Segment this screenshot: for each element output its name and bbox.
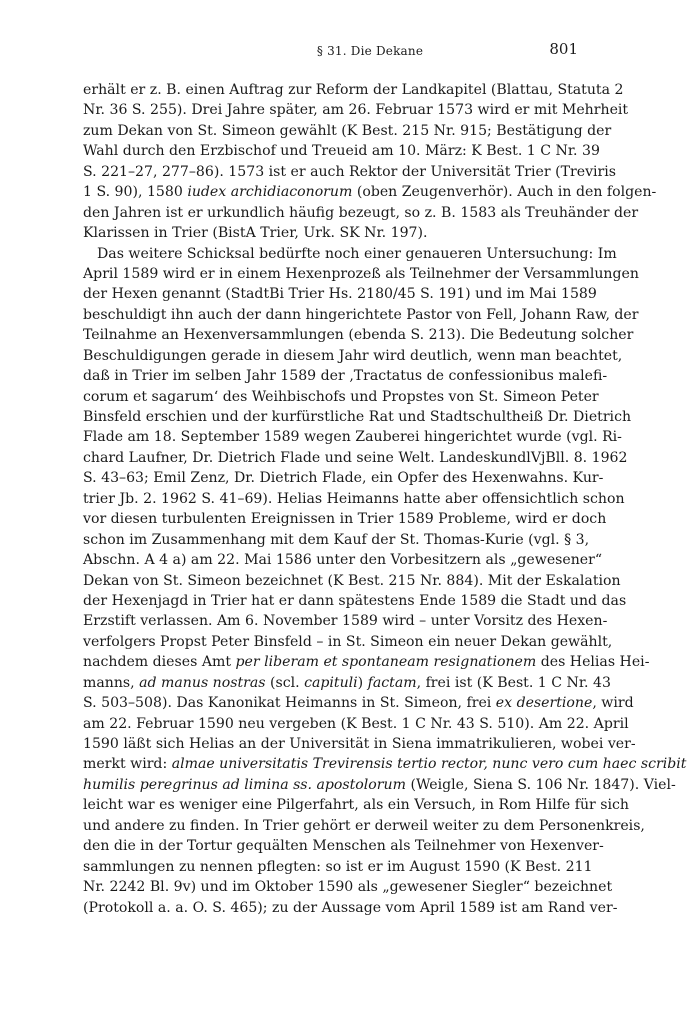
- text-line: daß in Trier im selben Jahr 1589 der ‚Tractatus de confessionibus malefi-: [83, 368, 608, 385]
- text-line: verfolgers Propst Peter Binsfeld – in St. Simeon ein neuer Dekan gewählt,: [83, 633, 613, 650]
- text-line: Dekan von St. Simeon bezeichnet (K Best. 215 Nr. 884). Mit der Eskalation: [83, 572, 621, 589]
- text-line: 1 S. 90), 1580 iudex archidiaconorum (oben Zeugenverhör). Auch in den folgen-: [83, 184, 657, 201]
- text-line: chard Laufner, Dr. Dietrich Flade und seine Welt. LandeskundlVjBll. 8. 1962: [83, 449, 628, 466]
- text-line: der Hexenjagd in Trier hat er dann spätestens Ende 1589 die Stadt und das: [83, 592, 627, 609]
- page-number: 801: [549, 40, 578, 58]
- text-line: Wahl durch den Erzbischof und Treueid am 10. März: K Best. 1 C Nr. 39: [83, 143, 600, 160]
- text-line: und andere zu finden. In Trier gehört er derweil weiter zu dem Personenkreis,: [83, 817, 645, 834]
- text-line: der Hexen genannt (StadtBi Trier Hs. 2180/45 S. 191) und im Mai 1589: [83, 286, 597, 303]
- text-line: am 22. Februar 1590 neu vergeben (K Best. 1 C Nr. 43 S. 510). Am 22. April: [83, 715, 629, 732]
- text-line: Flade am 18. September 1589 wegen Zauberei hingerichtet wurde (vgl. Ri-: [83, 429, 622, 446]
- text-line: corum et sagarum‘ des Weihbischofs und Propstes von St. Simeon Peter: [83, 388, 599, 405]
- text-line: schon im Zusammenhang mit dem Kauf der St. Thomas-Kurie (vgl. § 3,: [83, 531, 590, 548]
- text-line: manns, ad manus nostras (scl. capituli) factam, frei ist (K Best. 1 C Nr. 43: [83, 674, 611, 691]
- text-line: (Protokoll a. a. O. S. 465); zu der Aussage vom April 1589 ist am Rand ver-: [83, 899, 618, 916]
- text-line: Beschuldigungen gerade in diesem Jahr wird deutlich, wenn man beachtet,: [83, 347, 623, 364]
- text-line: Nr. 2242 Bl. 9v) und im Oktober 1590 als „gewesener Siegler“ bezeichnet: [83, 879, 613, 896]
- text-line: zum Dekan von St. Simeon gewählt (K Best. 215 Nr. 915; Bestätigung der: [83, 122, 612, 139]
- text-line: S. 221–27, 277–86). 1573 ist er auch Rektor der Universität Trier (Treviris: [83, 163, 617, 180]
- text-line: Nr. 36 S. 255). Drei Jahre später, am 26. Februar 1573 wird er mit Mehrheit: [83, 102, 629, 119]
- text-line: den die in der Tortur gequälten Menschen als Teilnehmer von Hexenver-: [83, 838, 604, 855]
- text-line: vor diesen turbulenten Ereignissen in Trier 1589 Probleme, wird er doch: [83, 511, 607, 528]
- text-line: Abschn. A 4 a) am 22. Mai 1586 unter den Vorbesitzern als „gewesener“: [83, 552, 603, 569]
- text-line: den Jahren ist er urkundlich häufig bezeugt, so z. B. 1583 als Treuhänder der: [83, 204, 639, 221]
- text-line: 1590 läßt sich Helias an der Universität in Siena immatrikulieren, wobei ver-: [83, 736, 636, 752]
- text-line: nachdem dieses Amt per liberam et spontaneam resignationem des Helias Hei-: [83, 654, 650, 671]
- text-line: sammlungen zu nennen pflegten: so ist er im August 1590 (K Best. 211: [83, 858, 593, 875]
- body-text: [83, 80, 687, 918]
- text-line: trier Jb. 2. 1962 S. 41–69). Helias Heimanns hatte aber offensichtlich schon: [83, 490, 625, 507]
- text-line: Das weitere Schicksal bedürfte noch einer genaueren Untersuchung: Im: [97, 245, 617, 262]
- text-line: April 1589 wird er in einem Hexenprozeß als Teilnehmer der Versammlungen: [83, 265, 639, 282]
- running-head: § 31. Die Dekane: [316, 44, 424, 58]
- text-line: S. 43–63; Emil Zenz, Dr. Dietrich Flade, ein Opfer des Hexenwahns. Kur-: [83, 470, 604, 487]
- text-line: Klarissen in Trier (BistA Trier, Urk. SK Nr. 197).: [83, 225, 428, 242]
- text-line: merkt wird: almae universitatis Trevirensis tertio rector, nunc vero cum haec scribit: [83, 756, 687, 773]
- text-line: leicht war es weniger eine Pilgerfahrt, als ein Versuch, in Rom Hilfe für sich: [83, 797, 629, 814]
- text-line: humilis peregrinus ad limina ss. apostolorum (Weigle, Siena S. 106 Nr. 1847). Viel-: [83, 776, 676, 793]
- text-line: Teilnahme an Hexenversammlungen (ebenda S. 213). Die Bedeutung solcher: [83, 327, 634, 344]
- text-line: S. 503–508). Das Kanonikat Heimanns in St. Simeon, frei ex desertione, wird: [83, 695, 634, 712]
- text-line: Erzstift verlassen. Am 6. November 1589 wird – unter Vorsitz des Hexen-: [83, 613, 608, 630]
- text-line: erhält er z. B. einen Auftrag zur Reform der Landkapitel (Blattau, Statuta 2: [83, 82, 624, 98]
- text-line: Binsfeld erschien und der kurfürstliche Rat und Stadtschultheiß Dr. Dietrich: [83, 409, 632, 425]
- text-line: beschuldigt ihn auch der dann hingerichtete Pastor von Fell, Johann Raw, der: [83, 306, 639, 323]
